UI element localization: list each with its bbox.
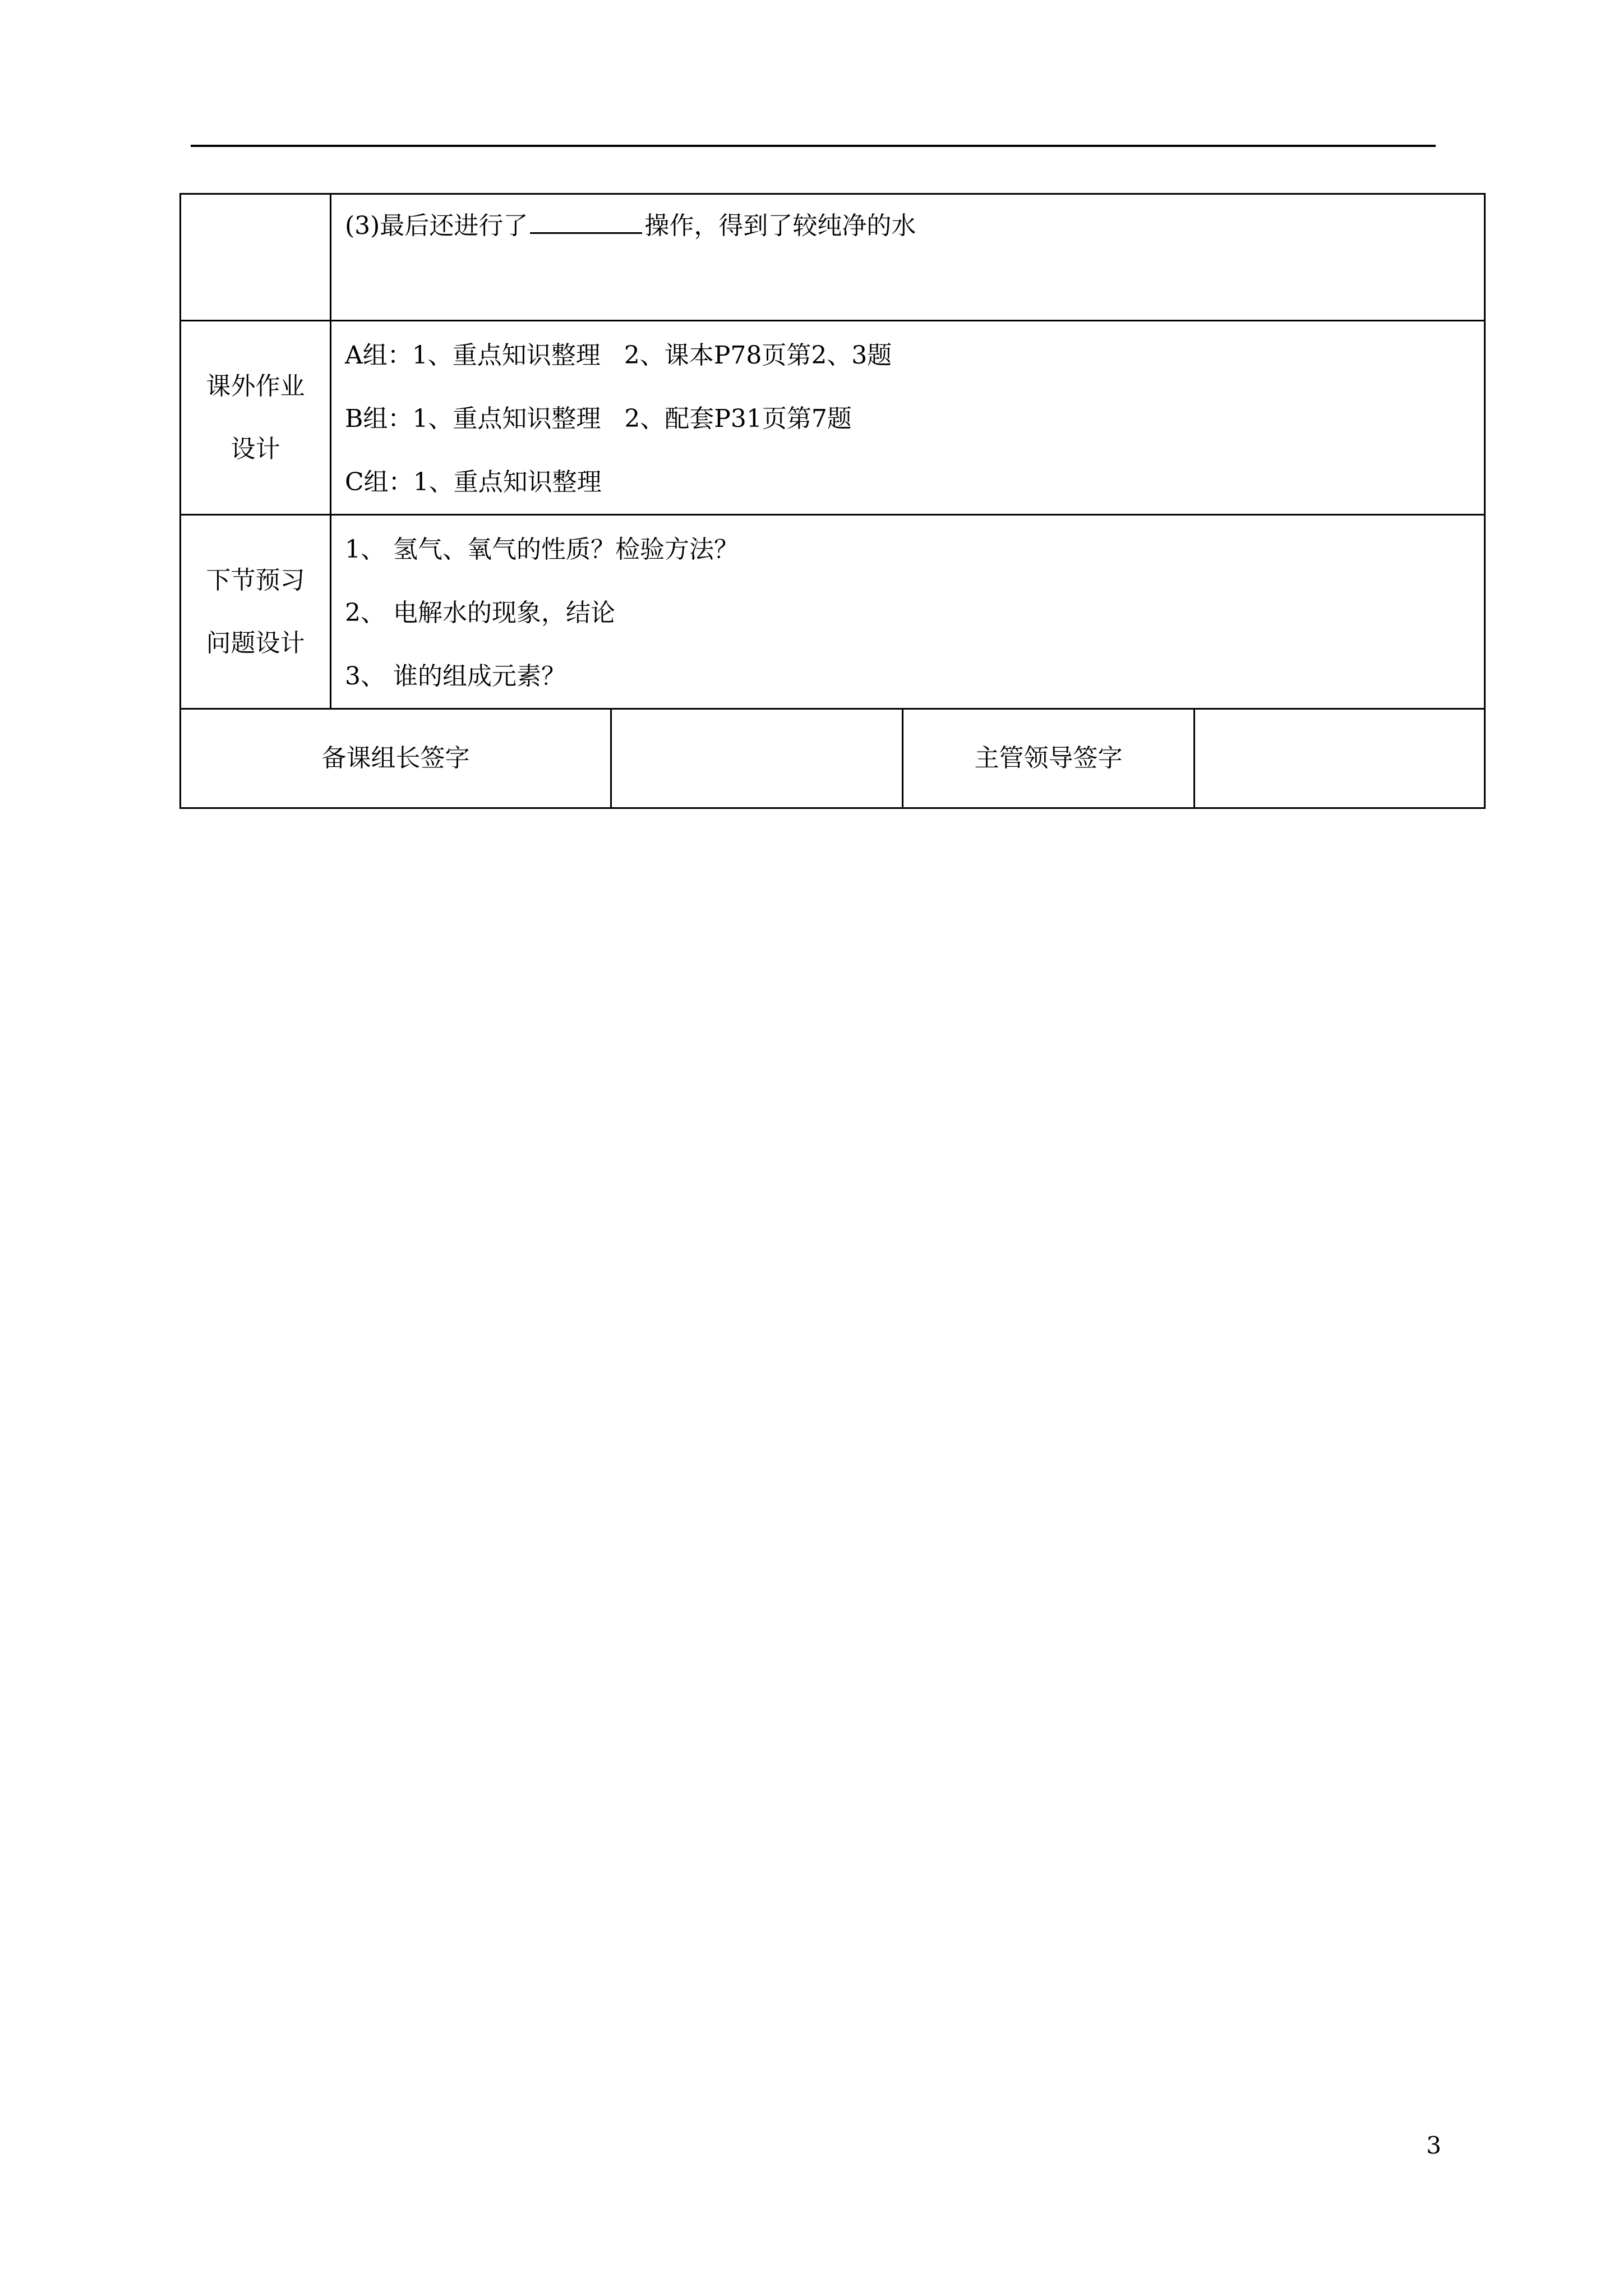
empty-label-cell	[181, 194, 331, 321]
preview-label-line2: 问题设计	[206, 628, 305, 657]
operation-text-after: 操作，得到了较纯净的水	[644, 211, 916, 240]
homework-item-c: C组：1、重点知识整理	[345, 468, 602, 496]
table-row-signatures	[181, 709, 1485, 808]
homework-item-b: B组：1、重点知识整理 2、配套P31页第7题	[345, 404, 852, 433]
table-row-homework	[181, 321, 1485, 515]
operation-content-cell	[331, 194, 1485, 321]
homework-label-line1: 课外作业	[206, 371, 305, 401]
table-row-preview	[181, 515, 1485, 709]
preview-label-line1: 下节预习	[206, 565, 305, 595]
supervisor-signature-field[interactable]	[1195, 709, 1485, 808]
preview-item-3: 3、 谁的组成元素？	[345, 662, 566, 691]
header-rule	[191, 145, 1436, 147]
preview-item-1: 1、 氢气、氧气的性质？检验方法？	[345, 535, 739, 564]
homework-label-cell	[181, 321, 331, 515]
preview-label-cell	[181, 515, 331, 709]
homework-label-line2: 设计	[230, 434, 280, 463]
page-number: 3	[1426, 2132, 1441, 2159]
preview-item-2: 2、 电解水的现象，结论	[345, 599, 615, 627]
operation-line	[345, 195, 1484, 257]
lesson-plan-table	[179, 193, 1486, 809]
homework-content-cell	[331, 321, 1485, 515]
table-row-operation	[181, 194, 1485, 321]
preview-content-cell	[331, 515, 1485, 709]
group-leader-signature-field[interactable]	[611, 709, 903, 808]
fill-in-blank	[530, 213, 642, 234]
operation-text-before: (3)最后还进行了	[345, 211, 528, 240]
supervisor-signature-label: 主管领导签字	[903, 709, 1195, 808]
homework-item-a: A组：1、重点知识整理 2、课本P78页第2、3题	[345, 341, 892, 370]
group-leader-signature-label: 备课组长签字	[181, 709, 611, 808]
